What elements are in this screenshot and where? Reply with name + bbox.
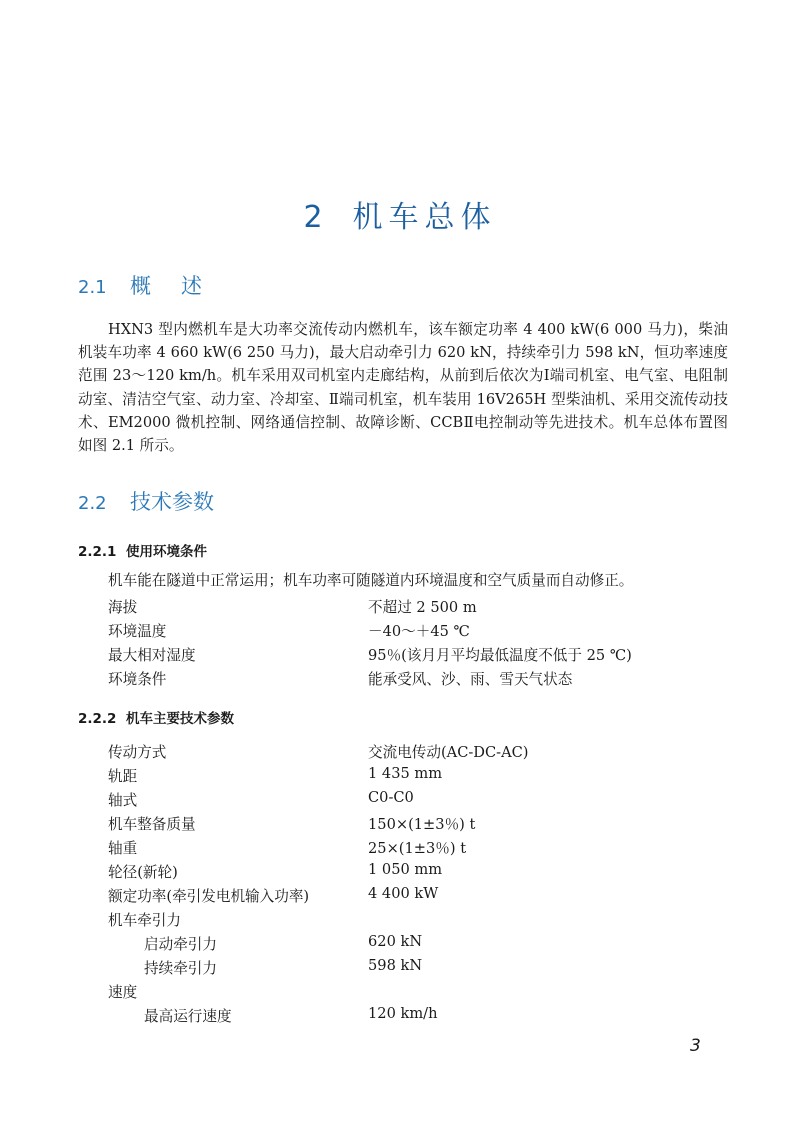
param-value: 620 kN xyxy=(368,933,423,950)
param-key: 海拔 xyxy=(108,599,138,616)
param-key: 最高运行速度 xyxy=(144,1008,232,1025)
param-value: 4 400 kW xyxy=(368,885,439,902)
param-value: 95％(该月月平均最低温度不低于 25 ℃) xyxy=(368,647,632,664)
param-row xyxy=(108,885,728,909)
param-key: 传动方式 xyxy=(108,744,167,761)
section-heading-2-2 xyxy=(78,486,214,516)
param-value: 598 kN xyxy=(368,957,423,974)
param-row xyxy=(108,909,728,933)
param-value: C0-C0 xyxy=(368,789,414,806)
section-title: 技术参数 xyxy=(130,490,214,514)
param-key: 轨距 xyxy=(108,768,138,785)
param-row xyxy=(108,957,728,981)
param-row xyxy=(108,1005,728,1029)
section-title: 概述 xyxy=(130,274,232,298)
param-key: 环境条件 xyxy=(108,671,167,688)
param-value: 1 050 mm xyxy=(368,861,443,878)
chapter-title-text: 机车总体 xyxy=(352,200,497,235)
param-row xyxy=(108,933,728,957)
param-value: 1 435 mm xyxy=(368,765,443,782)
param-key: 轴式 xyxy=(108,792,138,809)
param-row xyxy=(108,813,728,837)
param-key: 环境温度 xyxy=(108,623,167,640)
param-row xyxy=(108,596,728,620)
param-key: 启动牵引力 xyxy=(144,936,217,953)
param-value: 150×(1±3％) t xyxy=(368,816,476,833)
param-row xyxy=(108,837,728,861)
subsection-title: 使用环境条件 xyxy=(126,544,207,560)
param-value: 交流电传动(AC-DC-AC) xyxy=(368,744,529,761)
section-number: 2.2 xyxy=(78,493,107,514)
param-row xyxy=(108,765,728,789)
param-key: 机车整备质量 xyxy=(108,816,196,833)
subsection-heading-2-2-2 xyxy=(78,707,234,727)
param-value: 不超过 2 500 m xyxy=(368,599,477,616)
param-key: 最大相对湿度 xyxy=(108,647,196,664)
param-value: 25×(1±3％) t xyxy=(368,840,467,857)
param-row xyxy=(108,644,728,668)
environment-intro: 机车能在隧道中正常运用；机车功率可随隧道内环境温度和空气质量而自动修正。 xyxy=(108,572,634,589)
param-key: 轴重 xyxy=(108,840,138,857)
param-row xyxy=(108,668,728,692)
section-number: 2.1 xyxy=(78,277,107,298)
param-row xyxy=(108,741,728,765)
subsection-title: 机车主要技术参数 xyxy=(126,711,234,727)
param-row xyxy=(108,861,728,885)
subsection-number: 2.2.2 xyxy=(78,711,117,727)
param-row xyxy=(108,620,728,644)
subsection-number: 2.2.1 xyxy=(78,544,117,560)
chapter-title xyxy=(0,192,800,236)
param-key: 持续牵引力 xyxy=(144,960,217,977)
param-value: 能承受风、沙、雨、雪天气状态 xyxy=(368,671,573,688)
section-heading-2-1 xyxy=(78,270,232,300)
param-value: －40～＋45 ℃ xyxy=(368,623,470,640)
param-value: 120 km/h xyxy=(368,1005,438,1022)
param-key: 机车牵引力 xyxy=(108,912,181,929)
overview-paragraph: HXN3 型内燃机车是大功率交流传动内燃机车，该车额定功率 4 400 kW(6 000 马力)，柴油机装车功率 4 660 kW(6 250 马力)，最大启动牵引力 620 kN，持续牵引力 598 kN，恒功率速度范围 23～120 km/h。机车采用双司机室内走廊结构，从前到后依次为Ⅰ端司机室、电气室、电阻制动室、清洁空气室、动力室、冷却室、Ⅱ端司机室，机车装用 16V265H 型柴油机、采用交流传动技术、EM2000 微机控制、网络通信控制、故障诊断、CCBⅡ电控制动等先进技术。机车总体布置图如图 2.1 所示。 xyxy=(78,321,728,455)
param-key: 额定功率(牵引发电机输入功率) xyxy=(108,888,310,905)
chapter-number: 2 xyxy=(303,200,329,235)
subsection-heading-2-2-1 xyxy=(78,540,207,560)
param-row xyxy=(108,789,728,813)
param-key: 轮径(新轮) xyxy=(108,864,178,881)
param-key: 速度 xyxy=(108,984,138,1001)
page-number: 3 xyxy=(690,1036,701,1056)
param-row xyxy=(108,981,728,1005)
